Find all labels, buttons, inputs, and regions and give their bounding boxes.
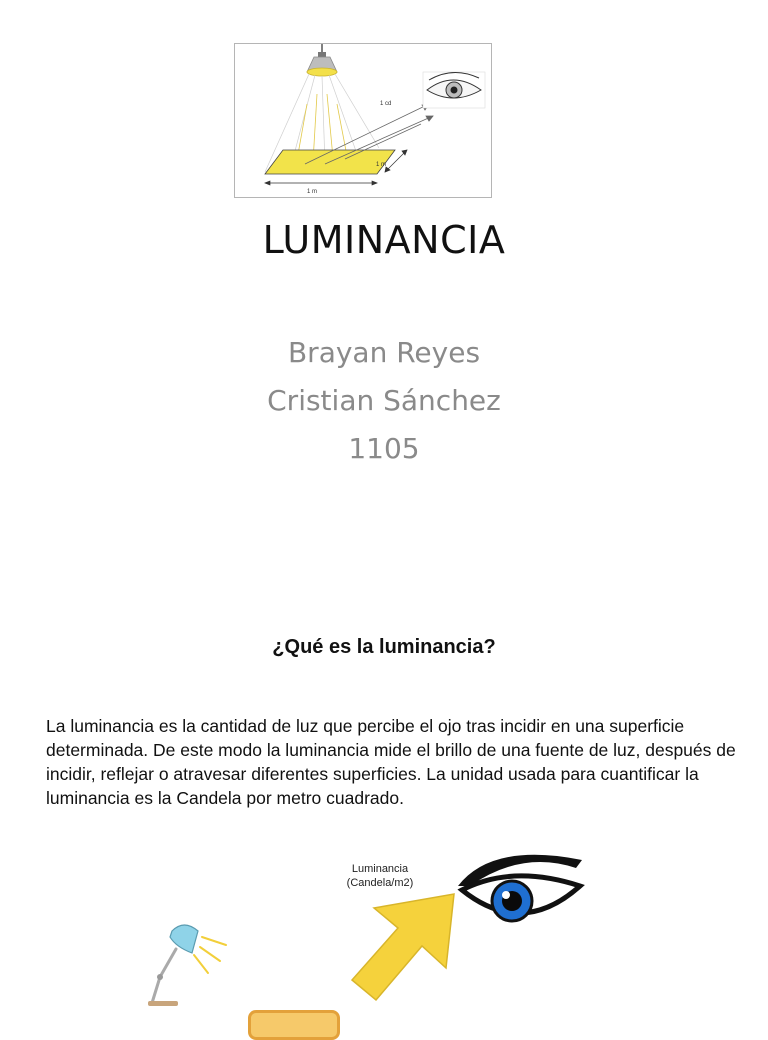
lamp-base-box	[248, 1010, 340, 1040]
author-name: Cristian Sánchez	[267, 384, 501, 417]
illustration-label-line1: Luminancia	[351, 863, 409, 875]
ceiling-lamp-icon	[307, 44, 337, 76]
luminance-diagram	[234, 43, 492, 198]
definition-paragraph: La luminancia es la cantidad de luz que percibe el ojo tras incidir en una superficie determinada. De este modo la luminancia mide el brillo de una fuente de luz, después de incidir, reflejar o atravesar diferentes superficies. La unidad usada para cuantificar la luminancia es la Candela por metro cuadrado.	[46, 716, 736, 808]
luminance-diagram-svg	[235, 44, 491, 197]
illustration-label-line2: (Candela/m2)	[346, 877, 414, 889]
group-number: 1105	[348, 432, 420, 465]
bottom-length-label: 1 m	[307, 189, 318, 195]
desk-lamp-icon	[140, 915, 240, 1024]
illustration-label	[330, 862, 430, 890]
reflection-arrow-icon	[336, 888, 466, 1024]
page-title: LUMINANCIA	[262, 218, 506, 262]
eye-icon	[423, 72, 485, 108]
intensity-label: 1 cd	[380, 101, 392, 107]
side-length-label: 1 m	[376, 162, 387, 168]
author-name: Brayan Reyes	[287, 336, 481, 369]
eye-icon	[452, 846, 586, 938]
section-heading: ¿Qué es la luminancia?	[272, 636, 496, 658]
